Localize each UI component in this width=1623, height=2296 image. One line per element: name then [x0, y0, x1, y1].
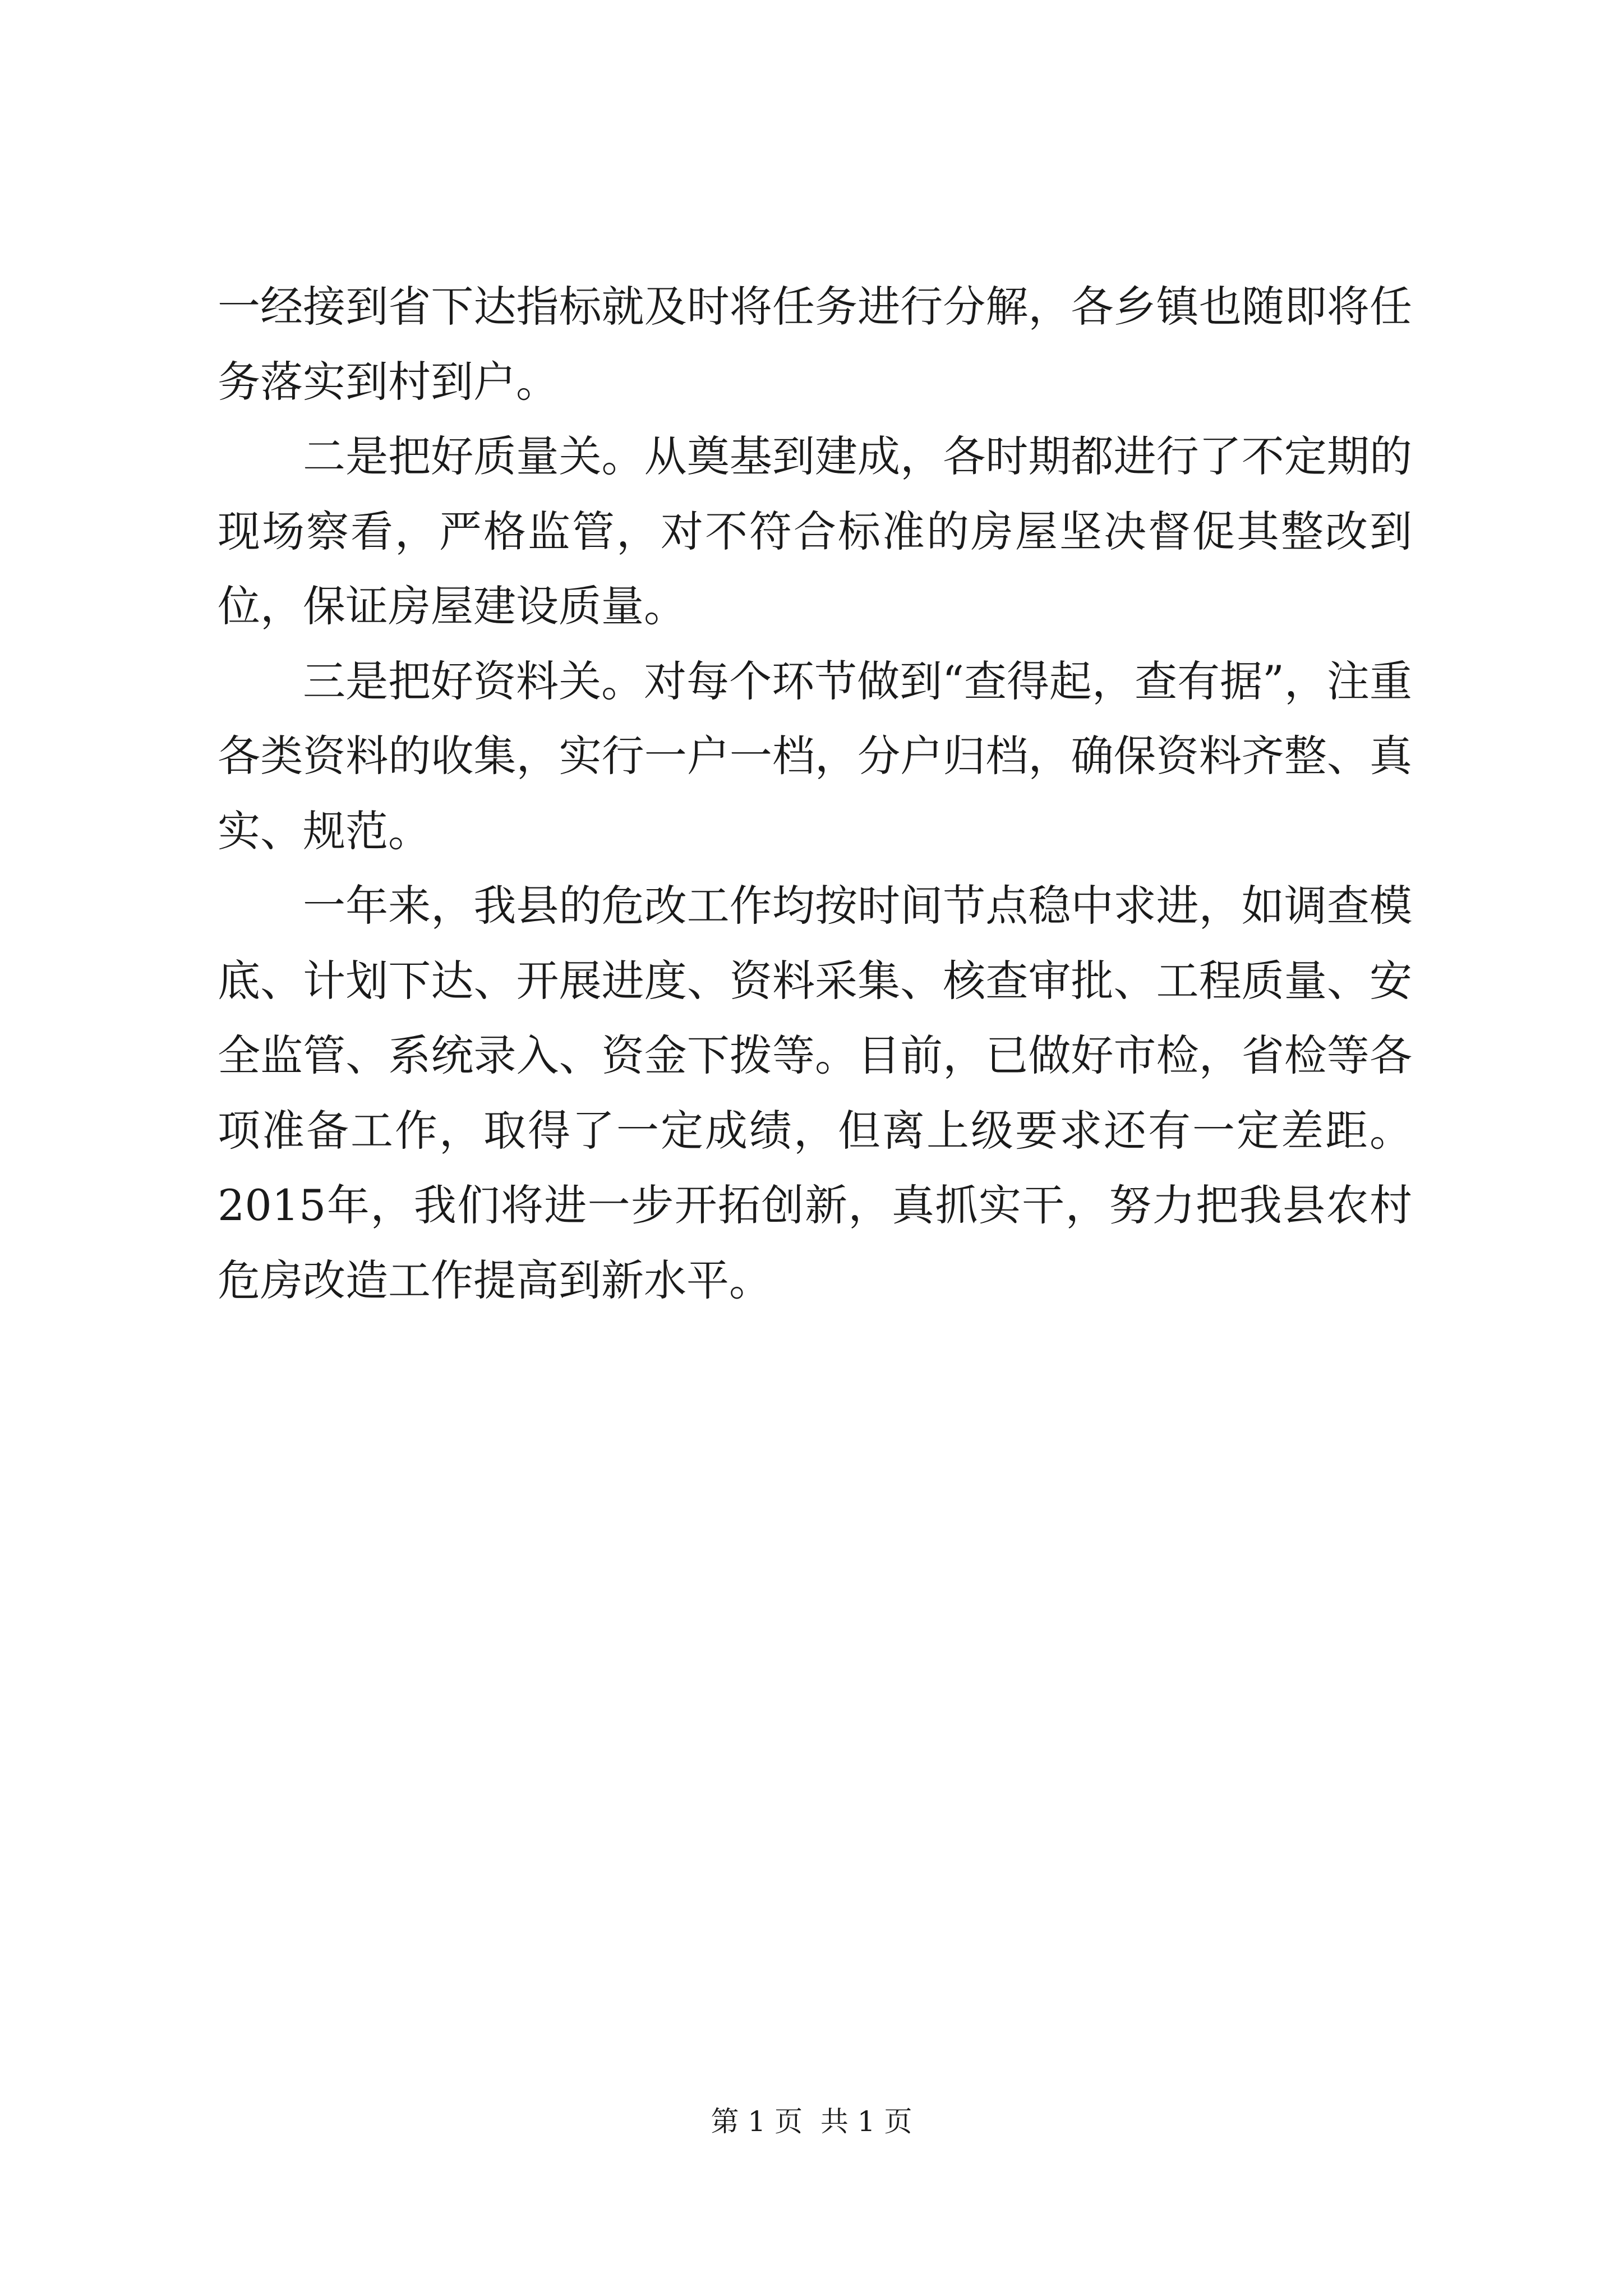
paragraph-quality: 二是把好质量关。从奠基到建成，各时期都进行了不定期的现场察看，严格监管，对不符合标准的房屋坚决督促其整改到位，保证房屋建设质量。: [218, 431, 1412, 631]
document-body: [218, 269, 1412, 1318]
page-number-footer: 第 1 页 共 1 页: [711, 2105, 912, 2138]
paragraph-records: 三是把好资料关。对每个环节做到“查得起，查有据”，注重各类资料的收集，实行一户一档，分户归档，确保资料齐整、真实、规范。: [218, 656, 1412, 856]
paragraph-summary: 一年来，我县的危改工作均按时间节点稳中求进，如调查模底、计划下达、开展进度、资料采集、核查审批、工程质量、安全监管、系统录入、资金下拨等。目前，已做好市检，省检等各项准备工作，取得了一定成绩，但离上级要求还有一定差距。2015年，我们将进一步开拓创新，真抓实干，努力把我县农村危房改造工作提高到新水平。: [218, 881, 1412, 1305]
paragraph-continuation: 一经接到省下达指标就及时将任务进行分解，各乡镇也随即将任务落实到村到户。: [218, 282, 1412, 407]
